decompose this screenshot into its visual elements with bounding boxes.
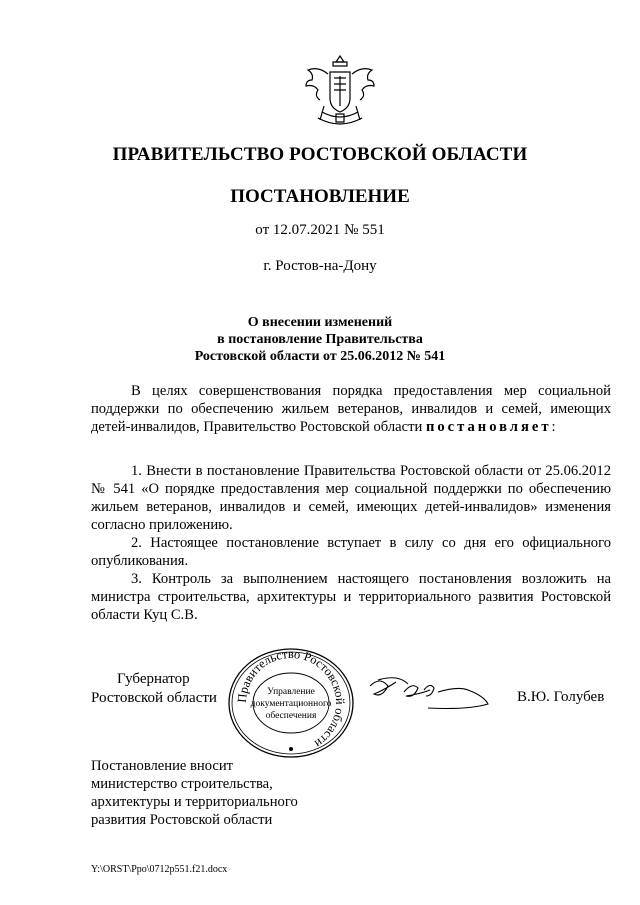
signatory-name: В.Ю. Голубев (517, 689, 605, 705)
document-subject (0, 314, 640, 365)
introducer-line: Постановление вносит (91, 758, 234, 774)
seal-inner-line: Управление (267, 687, 315, 697)
subject-line: Ростовской области от 25.06.2012 № 541 (194, 349, 446, 364)
introducer-line: архитектуры и территориального (91, 794, 298, 810)
organization-title: ПРАВИТЕЛЬСТВО РОСТОВСКОЙ ОБЛАСТИ (112, 144, 528, 165)
resolution-items (91, 462, 611, 624)
document-type: ПОСТАНОВЛЕНИЕ (230, 186, 410, 207)
signatory-position (91, 670, 217, 708)
seal-inner-line: документационного (250, 699, 332, 709)
seal-outer-text: Правительство Ростовской области (234, 647, 348, 751)
resolution-item: 3. Контроль за выполнением настоящего постановления возложить на министра строительства, архитектуры и территориального развития Ростовской области Куц С.В. (91, 571, 611, 623)
subject-line: в постановление Правительства (217, 332, 423, 347)
footer-file-path: Y:\ORST\Ppo\0712p551.f21.docx (91, 864, 228, 875)
position-line: Ростовской области (91, 690, 217, 706)
position-line: Губернатор (117, 671, 190, 687)
preamble-paragraph (91, 382, 611, 436)
preamble-text: В целях совершенствования порядка предоставления мер социальной поддержки по обеспечению жильем ветеранов, инвалидов и семей, имеющих детей-инвалидов, Правительство Ростовской области (91, 383, 611, 435)
introducer-line: министерство строительства, (91, 776, 273, 792)
document-date-number: от 12.07.2021 № 551 (255, 222, 385, 238)
rostov-oblast-coat-of-arms-icon (300, 52, 380, 132)
resolution-item: 1. Внести в постановление Правительства Ростовской области от 25.06.2012 № 541 «О порядке предоставления мер социальной поддержки по обеспечению жильем ветеранов, инвалидов и семей, имеющих детей-инвалидов» изменения согласно приложению. (91, 463, 611, 533)
official-seal (226, 647, 356, 759)
introducer-block (91, 757, 298, 829)
handwritten-signature-icon (364, 672, 494, 712)
resolution-item: 2. Настоящее постановление вступает в силу со дня его официального опубликования. (91, 535, 611, 569)
introducer-line: развития Ростовской области (91, 812, 273, 828)
resolves-word: постановляет (425, 419, 552, 435)
document-city: г. Ростов-на-Дону (263, 258, 377, 274)
subject-line: О внесении изменений (247, 315, 393, 330)
seal-inner-line: обеспечения (265, 711, 317, 721)
preamble-end: : (551, 419, 556, 435)
